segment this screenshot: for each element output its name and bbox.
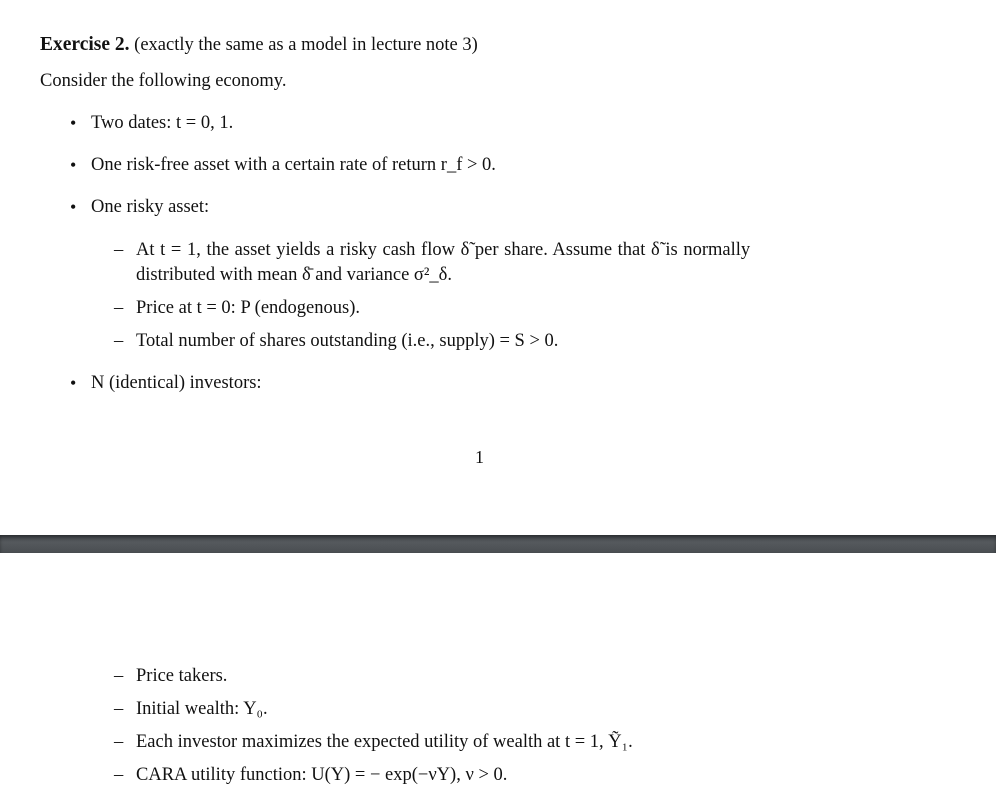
bullet-icon: • xyxy=(70,197,77,217)
pdf-page-2 xyxy=(0,553,996,808)
item-risky-asset: One risky asset: xyxy=(91,197,210,217)
bullet-icon: • xyxy=(70,113,77,133)
exercise-heading xyxy=(40,34,478,56)
page-number: 1 xyxy=(475,447,484,467)
intro-text: Consider the following economy. xyxy=(40,71,287,91)
dash-icon: – xyxy=(114,331,124,351)
item-two-dates: Two dates: t = 0, 1. xyxy=(91,113,234,133)
dash-icon: – xyxy=(114,240,124,260)
item-investors: N (identical) investors: xyxy=(91,373,262,393)
subitem-cara-utility: CARA utility function: U(Y) = − exp(−νY), ν > 0. xyxy=(136,765,508,785)
dash-icon: – xyxy=(114,666,124,686)
subitem-supply: Total number of shares outstanding (i.e., supply) = S > 0. xyxy=(136,331,559,351)
exercise-title: Exercise 2. xyxy=(40,34,130,55)
item-risk-free-asset: One risk-free asset with a certain rate of return r_f > 0. xyxy=(91,155,496,175)
subitem-price: Price at t = 0: P (endogenous). xyxy=(136,298,360,318)
subitem-cash-flow-line1: At t = 1, the asset yields a risky cash flow δ̃ per share. Assume that δ̃ is normally xyxy=(136,240,751,260)
subitem-price-takers: Price takers. xyxy=(136,666,228,686)
subitem-cash-flow-line2: distributed with mean δ̄ and variance σ²_δ. xyxy=(136,265,453,285)
dash-icon: – xyxy=(114,699,124,719)
bullet-icon: • xyxy=(70,155,77,175)
exercise-subtitle: (exactly the same as a model in lecture note 3) xyxy=(134,35,478,55)
dash-icon: – xyxy=(114,765,124,785)
subitem-expected-utility: Each investor maximizes the expected utility of wealth at t = 1, Ỹ₁. xyxy=(136,732,633,752)
page-separator xyxy=(0,535,996,553)
subitem-initial-wealth: Initial wealth: Y₀. xyxy=(136,699,268,719)
dash-icon: – xyxy=(114,298,124,318)
bullet-icon: • xyxy=(70,373,77,393)
dash-icon: – xyxy=(114,732,124,752)
